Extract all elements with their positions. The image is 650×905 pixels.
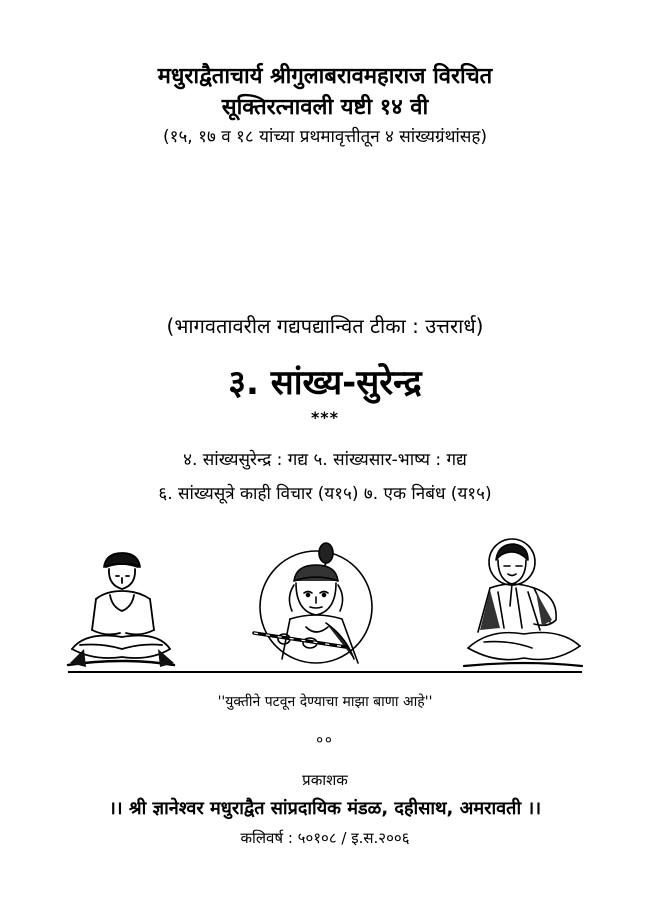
works-line-2: ६. सांख्यसूत्रे काही विचार (य१५) ७. एक निबंध (य१५) xyxy=(158,484,492,504)
commentary-line: (भागवतावरील गद्यपद्यान्वित टीका : उत्तरार्ध) xyxy=(166,314,484,338)
motto-quote: ''युक्तीने पटवून देण्याचा माझा बाणा आहे'' xyxy=(217,694,433,710)
edition-note: (१५, १७ व १८ यांच्या प्रथमावृत्तीतून ४ सांख्यग्रंथांसह) xyxy=(163,127,487,147)
horizontal-rule xyxy=(68,671,582,673)
seated-maharaj-icon xyxy=(460,536,585,671)
series-line: सूक्तिरत्नावली यष्टी १४ वी xyxy=(221,95,429,120)
works-line-1: ४. सांख्यसुरेन्द्र : गद्य ५. सांख्यसार-भाष्य : गद्य xyxy=(183,450,467,470)
publisher-name: ।। श्री ज्ञानेश्वर मधुराद्वैत सांप्रदायिक मंडळ, दहीसाथ, अमरावती ।। xyxy=(108,798,542,819)
publisher-label: प्रकाशक xyxy=(302,771,348,789)
publication-date: कलिवर्ष : ५०१०८ / इ.स.२००६ xyxy=(240,829,410,847)
separator-stars: *** xyxy=(310,408,340,427)
book-title: ३. सांख्य-सुरेन्द्र xyxy=(228,363,422,403)
krishna-flute-icon xyxy=(250,541,380,676)
seated-saint-icon xyxy=(66,545,176,670)
ornament-circles: ०० xyxy=(316,733,334,748)
author-line: मधुराद्वैताचार्य श्रीगुलाबरावमहाराज विरचित xyxy=(157,64,493,89)
